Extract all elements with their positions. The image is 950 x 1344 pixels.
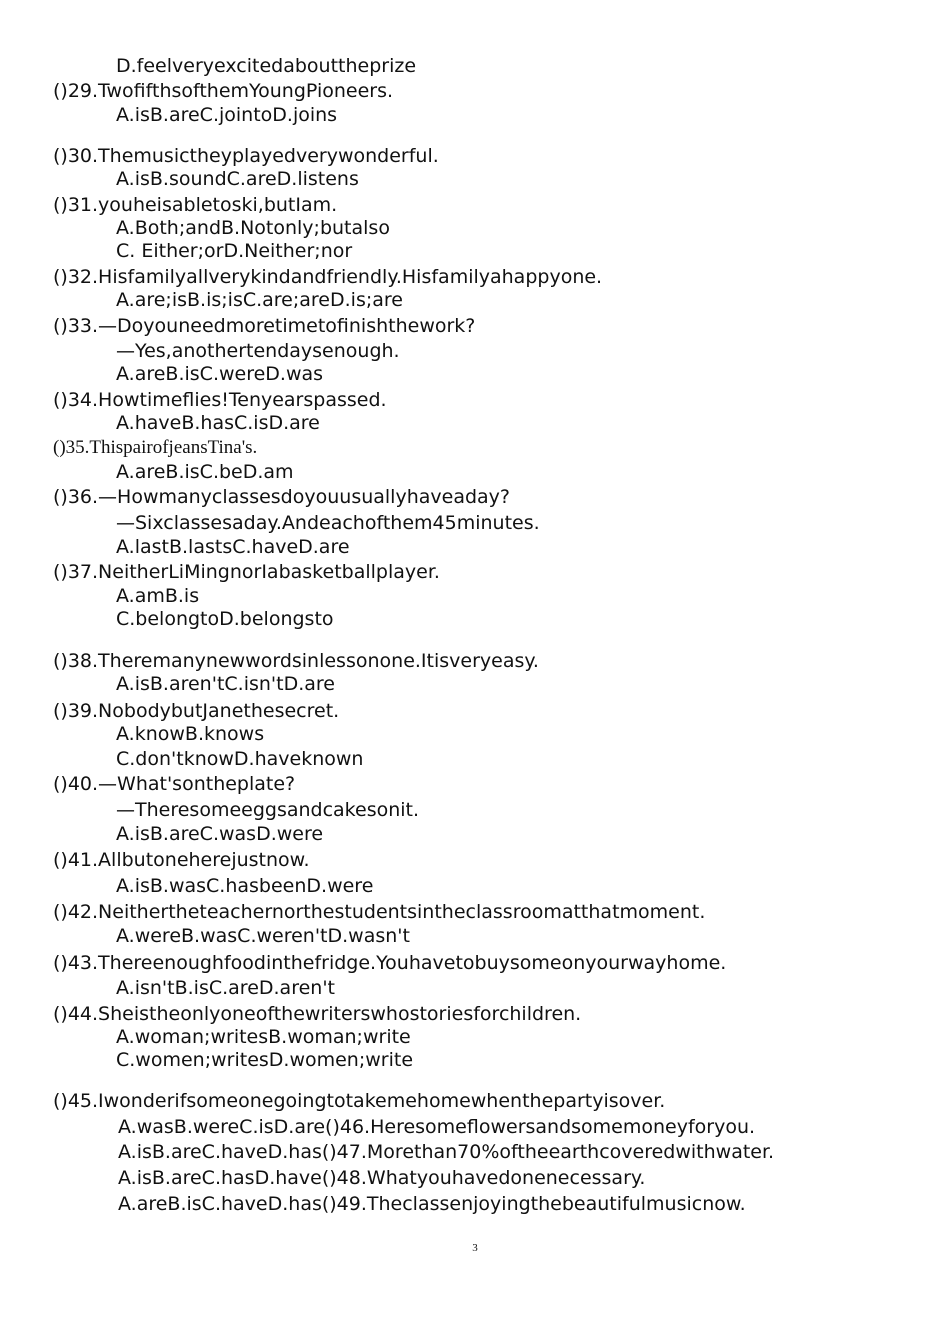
- question-43: ()43.Thereenoughfoodinthefridge.Youhavetobuysomeonyourwayhome.: [53, 952, 727, 974]
- option-line: A.are;isB.is;isC.are;areD.is;are: [116, 289, 403, 311]
- option-line: A.amB.is: [116, 585, 200, 607]
- option-line: A.knowB.knows: [116, 723, 265, 745]
- option-line: A.isn'tB.isC.areD.aren't: [116, 977, 335, 999]
- option-line: A.woman;writesB.woman;write: [116, 1026, 411, 1048]
- option-line: A.Both;andB.Notonly;butalso: [116, 217, 390, 239]
- page-number: 3: [472, 1242, 478, 1254]
- option-line: A.lastB.lastsC.haveD.are: [116, 536, 350, 558]
- question-38: ()38.Theremanynewwordsinlessonone.Itisveryeasy.: [53, 650, 539, 672]
- option-line: A.isB.areC.haveD.has()47.Morethan70%oftheearthcoveredwithwater.: [118, 1141, 775, 1163]
- question-36: ()36.—Howmanyclassesdoyouusuallyhaveaday?: [53, 486, 511, 508]
- question-34: ()34.Howtimeflies!Tenyearspassed.: [53, 389, 387, 411]
- question-35: ()35.ThispairofjeansTina's.: [53, 437, 258, 458]
- option-line: A.isB.areC.hasD.have()48.Whatyouhavedonenecessary.: [118, 1167, 646, 1189]
- question-29: ()29.TwofifthsofthemYoungPioneers.: [53, 80, 394, 102]
- question-32: ()32.Hisfamilyallverykindandfriendly.Hisfamilyahappyone.: [53, 266, 603, 288]
- option-line: A.isB.areC.jointoD.joins: [116, 104, 338, 126]
- question-44: ()44.Sheistheonlyoneofthewriterswhostoriesforchildren.: [53, 1003, 582, 1025]
- option-line: C.women;writesD.women;write: [116, 1049, 414, 1071]
- question-41: ()41.Allbutoneherejustnow.: [53, 849, 310, 871]
- option-line: C. Either;orD.Neither;nor: [116, 240, 353, 262]
- option-line: A.isB.areC.wasD.were: [116, 823, 324, 845]
- option-line: A.isB.soundC.areD.listens: [116, 168, 359, 190]
- question-45: ()45.Iwonderifsomeonegoingtotakemehomewhenthepartyisover.: [53, 1090, 666, 1112]
- option-line: A.haveB.hasC.isD.are: [116, 412, 320, 434]
- dialogue-line: —Sixclassesaday.Andeachofthem45minutes.: [116, 512, 540, 534]
- option-line: C.don'tknowD.haveknown: [116, 748, 364, 770]
- question-31: ()31.youheisabletoski,butIam.: [53, 194, 338, 216]
- option-line: A.areB.isC.wereD.was: [116, 363, 324, 385]
- option-line: A.isB.aren'tC.isn'tD.are: [116, 673, 335, 695]
- question-42: ()42.Neithertheteachernorthestudentsintheclassroomatthatmoment.: [53, 901, 706, 923]
- option-line: A.wereB.wasC.weren'tD.wasn't: [116, 925, 410, 947]
- option-line: A.wasB.wereC.isD.are()46.Heresomeflowersandsomemoneyforyou.: [118, 1116, 756, 1138]
- question-33: ()33.—Doyouneedmoretimetofinishthework?: [53, 315, 476, 337]
- option-line: A.isB.wasC.hasbeenD.were: [116, 875, 374, 897]
- option-line: A.areB.isC.beD.am: [116, 461, 294, 483]
- option-line: C.belongtoD.belongsto: [116, 608, 334, 630]
- dialogue-line: —Yes,anothertendaysenough.: [116, 340, 400, 362]
- dialogue-line: —Theresomeeggsandcakesonit.: [116, 799, 420, 821]
- question-39: ()39.NobodybutJanethesecret.: [53, 700, 340, 722]
- question-30: ()30.Themusictheyplayedverywonderful.: [53, 145, 439, 167]
- option-line: A.areB.isC.haveD.has()49.Theclassenjoyingthebeautifulmusicnow.: [118, 1193, 746, 1215]
- question-37: ()37.NeitherLiMingnorIabasketballplayer.: [53, 561, 440, 583]
- option-line: D.feelveryexcitedabouttheprize: [116, 55, 417, 77]
- question-40: ()40.—What'sontheplate?: [53, 773, 296, 795]
